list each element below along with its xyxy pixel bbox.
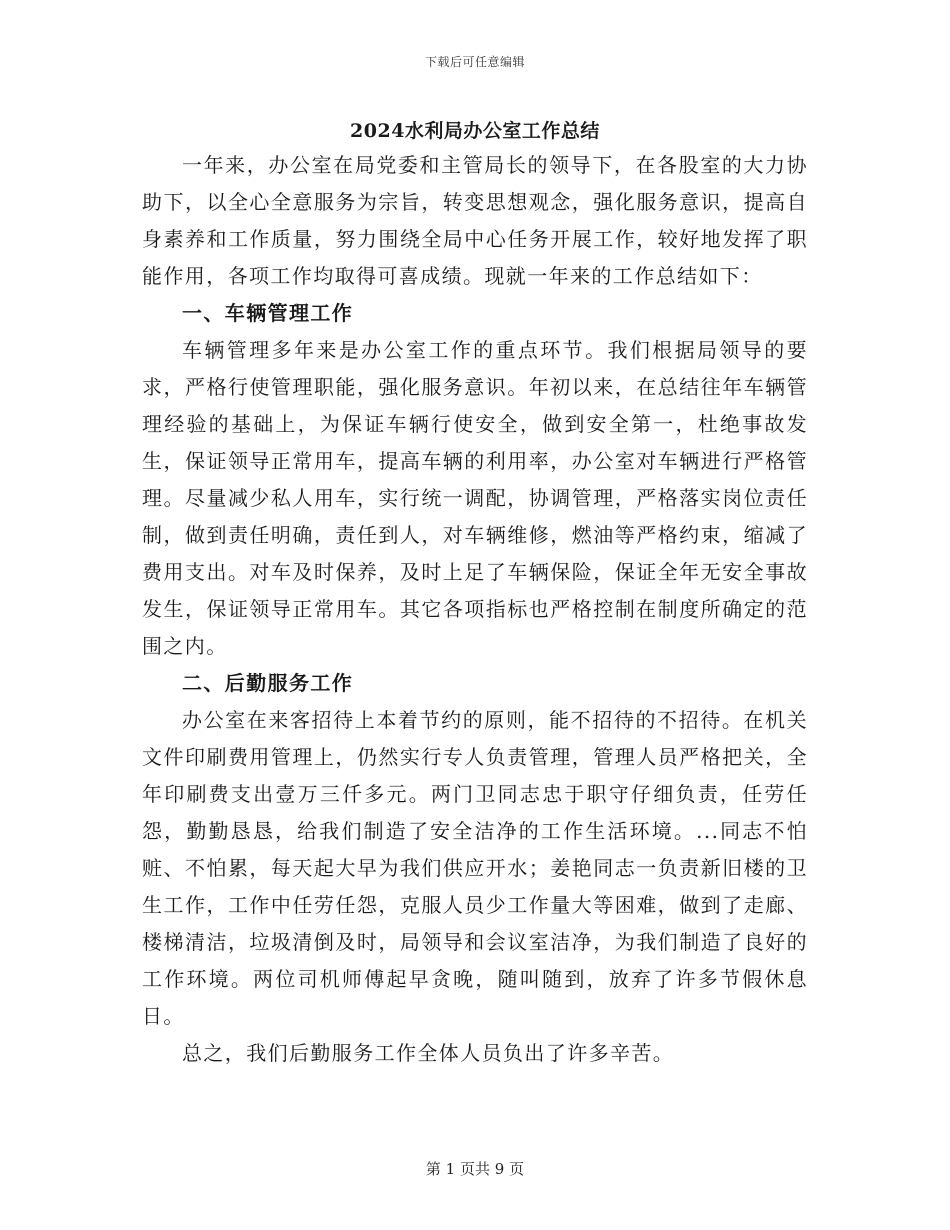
section-paragraph-vehicle: 车辆管理多年来是办公室工作的重点环节。我们根据局领导的要求，严格行使管理职能，强化服务意识。年初以来，在总结往年车辆管理经验的基础上，为保证车辆行使安全，做到安全第一，杜绝事故发生，保证领导正常用车，提高车辆的利用率，办公室对车辆进行严格管理。尽量减少私人用车，实行统一调配，协调管理，严格落实岗位责任制，做到责任明确，责任到人，对车辆维修，燃油等严格约束，缩减了费用支出。对车及时保养，及时上足了车辆保险，保证全年无安全事故发生，保证领导正常用车。其它各项指标也严格控制在制度所确定的范围之内。 — [142, 338, 808, 658]
section-heading-logistics: 二、后勤服务工作 — [182, 671, 354, 695]
intro-paragraph: 一年来，办公室在局党委和主管局长的领导下，在各股室的大力协助下，以全心全意服务为宗旨，转变思想观念，强化服务意识，提高自身素养和工作质量，努力围绕全局中心任务开展工作，较好地发挥了职能作用，各项工作均取得可喜成绩。现就一年来的工作总结如下： — [142, 153, 808, 288]
page-header-note: 下载后可任意编辑 — [424, 55, 525, 69]
document-title: 2024水利局办公室工作总结 — [350, 120, 600, 142]
closing-paragraph: 总之，我们后勤服务工作全体人员负出了许多辛苦。 — [182, 1041, 675, 1065]
section-paragraph-logistics: 办公室在来客招待上本着节约的原则，能不招待的不招待。在机关文件印刷费用管理上，仍然实行专人负责管理，管理人员严格把关，全年印刷费支出壹万三仟多元。两门卫同志忠于职守仔细负责，任劳任怨，勤勤恳恳，给我们制造了安全洁净的工作生活环境。...同志不怕赃、不怕累，每天起大早为我们供应开水；姜艳同志一负责新旧楼的卫生工作，工作中任劳任怨，克服人员少工作量大等困难，做到了走廊、楼梯清洁，垃圾清倒及时，局领导和会议室洁净，为我们制造了良好的工作环境。两位司机师傅起早贪晚，随叫随到，放弃了许多节假休息日。 — [142, 708, 808, 1028]
section-heading-vehicle: 一、车辆管理工作 — [182, 301, 354, 325]
document-body — [142, 147, 808, 1072]
page-number-footer: 第 1 页共 9 页 — [425, 1160, 525, 1178]
